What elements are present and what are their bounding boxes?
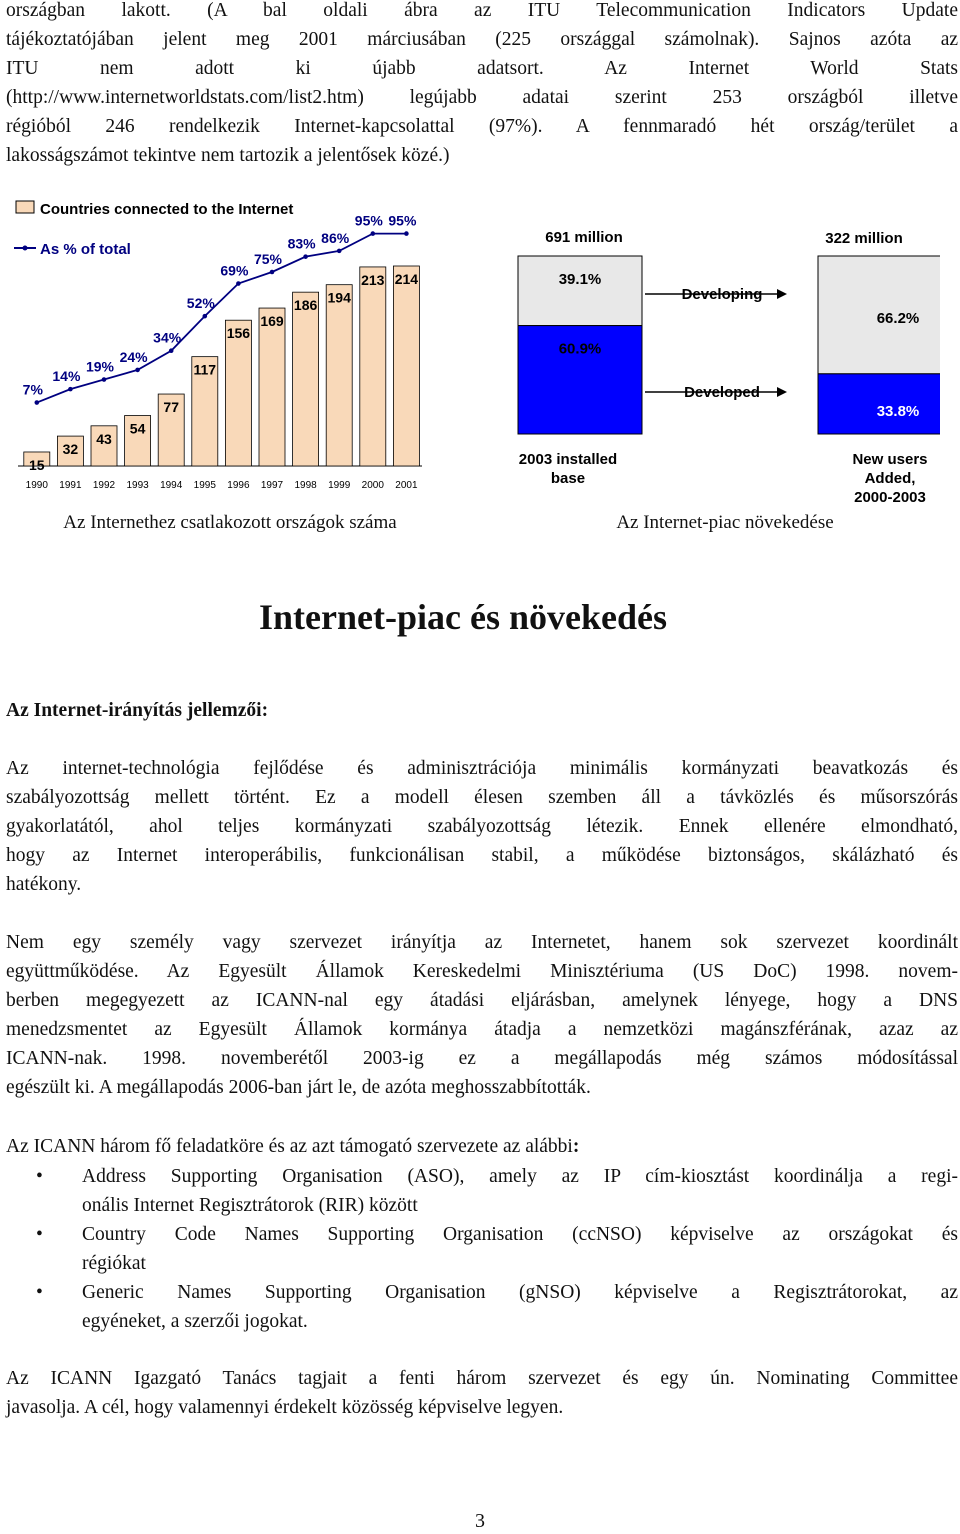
- percent-point: [203, 314, 208, 319]
- bar-1996: [225, 320, 251, 466]
- bar-1998: [293, 292, 319, 466]
- percent-point: [337, 249, 342, 254]
- countries-connected-chart: [10, 196, 430, 496]
- developed-value-label: 60.9%: [558, 340, 602, 358]
- left-chart-caption: Az Internethez csatlakozott országok száma: [63, 512, 397, 533]
- bar-2001: [393, 266, 419, 466]
- bar-value-label: 213: [361, 271, 385, 288]
- percent-label: 7%: [22, 381, 43, 398]
- percent-label: 19%: [85, 358, 115, 375]
- percent-point: [135, 368, 140, 373]
- p2-line-1: Nem egy személy vagy szervezet irányítja az Internetet, hanem sok szervezet koordinált: [6, 932, 958, 953]
- bullet-2-line-1: • Country Code Names Supporting Organisation (ccNSO) képviselve az országokat és: [82, 1224, 958, 1245]
- section-heading: Internet-piac és növekedés: [259, 597, 667, 637]
- percent-label: 14%: [52, 368, 81, 385]
- percent-label: 24%: [119, 348, 148, 365]
- category-label: 2003 installed: [518, 451, 618, 468]
- total-label-new-users: 322 million: [825, 230, 903, 247]
- percent-point: [270, 270, 275, 275]
- series-label: Developing: [681, 286, 763, 303]
- bar-value-label: 194: [327, 289, 351, 306]
- bullet-1-line-1: • Address Supporting Organisation (ASO), amely az IP cím-kiosztást koordinálja a regi-: [82, 1166, 958, 1187]
- x-tick-label: 2001: [395, 480, 418, 491]
- p2-line-2: együttműködése. Az Egyesült Államok Kereskedelmi Minisztériuma (US DoC) 1998. novem-: [6, 961, 958, 982]
- percent-label: 75%: [253, 251, 283, 267]
- x-tick-label: 1996: [227, 480, 250, 491]
- paragraph-2: [6, 928, 958, 1102]
- intro-line-2: tájékoztatójában jelent meg 2001 márciusában (225 országgal számolnak). Sajnos azóta az: [6, 29, 958, 50]
- bar-2000: [360, 267, 386, 466]
- p1-line-3: gyakorlatától, ahol teljes kormányzati szabályozottság létezik. Ennek ellenére elmondható,: [6, 816, 958, 837]
- percent-label: 95%: [354, 212, 383, 229]
- paragraph-1: [6, 754, 958, 899]
- p1-line-4: hogy az Internet interoperábilis, funkcionálisan stabil, a működése biztonságos, skálázható és: [6, 845, 958, 866]
- list-item: [6, 1278, 958, 1336]
- category-label: Added,: [864, 470, 916, 487]
- intro-line-4: (http://www.internetworldstats.com/list2.htm) legújabb adatai szerint 253 országból illetve: [6, 87, 958, 108]
- p3-colon: :: [572, 1136, 580, 1157]
- chart-title: Countries connected to the Internet: [40, 201, 294, 218]
- list-item: [6, 1162, 958, 1220]
- percent-point: [102, 377, 107, 382]
- bar-legend-swatch: [16, 201, 34, 213]
- p4-line-1: Az ICANN Igazgató Tanács tagjait a fenti három szervezet és egy ún. Nominating Committee: [6, 1368, 958, 1389]
- p1-line-5: hatékony.: [6, 874, 82, 895]
- bar-value-label: 186: [293, 297, 318, 314]
- intro-line-3: ITU nem adott ki újabb adatsort. Az Internet World Stats: [6, 58, 958, 79]
- x-tick-label: 1992: [92, 480, 116, 491]
- x-tick-label: 1997: [260, 480, 284, 491]
- percent-label: 34%: [153, 329, 182, 346]
- bullet-3-line-1: • Generic Names Supporting Organisation (gNSO) képviselve a Regisztrátorokat, az: [82, 1282, 958, 1303]
- total-label-installed: 691 million: [545, 229, 623, 246]
- bar-value-label: 156: [226, 325, 251, 342]
- percent-label: 69%: [220, 262, 249, 279]
- internet-market-growth-chart: [500, 220, 940, 520]
- line-legend-marker: [23, 246, 28, 251]
- bar-value-label: 32: [62, 441, 79, 458]
- bullet-2-line-2: régiókat: [82, 1253, 146, 1274]
- category-label: New users: [852, 451, 928, 468]
- page-number: 3: [475, 1510, 485, 1532]
- x-tick-label: 1990: [25, 480, 48, 491]
- x-tick-label: 1991: [59, 480, 82, 491]
- p2-line-4: menedzsmentet az Egyesült Államok kormánya átadja a nemzetközi magánszférának, azaz az: [6, 1019, 958, 1040]
- developed-value-label: 33.8%: [876, 402, 920, 420]
- percent-label: 52%: [186, 295, 215, 312]
- category-label: 2000-2003: [854, 489, 926, 506]
- x-tick-label: 1998: [294, 480, 317, 491]
- series-label: Developed: [684, 384, 760, 401]
- list-item: [6, 1220, 958, 1278]
- paragraph-3-intro: [6, 1132, 958, 1161]
- bar-value-label: 117: [193, 361, 217, 378]
- developing-segment: [518, 256, 642, 326]
- category-label: base: [550, 470, 586, 487]
- p2-line-6: egészült ki. A megállapodás 2006-ban járt le, de azóta meghosszabbították.: [6, 1077, 591, 1098]
- percent-point: [236, 281, 241, 286]
- x-tick-label: 1993: [126, 480, 149, 491]
- percent-point: [404, 231, 409, 236]
- p4-line-2: javasolja. A cél, hogy valamennyi érdekelt közösség képviselve legyen.: [6, 1397, 564, 1418]
- arrow-head-icon: [777, 387, 787, 397]
- bar-value-label: 15: [29, 456, 45, 473]
- paragraph-4: [6, 1364, 958, 1422]
- subheading: Az Internet-irányítás jellemzői:: [6, 700, 269, 721]
- x-tick-label: 1999: [328, 480, 351, 491]
- bar-value-label: 43: [96, 430, 112, 447]
- right-chart-caption: Az Internet-piac növekedése: [616, 512, 834, 533]
- x-tick-label: 1995: [193, 480, 216, 491]
- x-tick-label: 2000: [361, 480, 384, 491]
- p1-line-2: szabályozottság mellett történt. Ez a modell élesen szemben áll a távközlés és műsorszórás: [6, 787, 958, 808]
- developing-value-label: 66.2%: [876, 309, 920, 327]
- bullet-1-line-2: onális Internet Regisztrátorok (RIR) között: [82, 1195, 418, 1216]
- percent-label: 83%: [287, 235, 316, 252]
- bar-value-label: 77: [163, 399, 179, 416]
- bar-1999: [326, 285, 352, 466]
- p1-line-1: Az internet-technológia fejlődése és adminisztrációja minimális kormányzati beavatkozás és: [6, 758, 958, 779]
- line-legend-label: As % of total: [40, 241, 131, 258]
- intro-line-6: lakosságszámot tekintve nem tartozik a jelentősek közé.): [6, 145, 450, 166]
- percent-point: [371, 231, 376, 236]
- intro-line-1: országban lakott. (A bal oldali ábra az ITU Telecommunication Indicators Update: [6, 0, 958, 21]
- x-tick-label: 1994: [160, 480, 183, 491]
- arrow-head-icon: [777, 289, 787, 299]
- bar-1997: [259, 308, 285, 466]
- bar-value-label: 214: [394, 271, 419, 287]
- intro-paragraph: [6, 0, 958, 170]
- developing-value-label: 39.1%: [558, 271, 602, 288]
- bullet-3-line-2: egyéneket, a szerzői jogokat.: [82, 1311, 308, 1332]
- percent-point: [35, 400, 40, 405]
- p3-intro-text: Az ICANN három fő feladatköre és az azt támogató szervezete az alábbi: [6, 1136, 573, 1157]
- percent-label: 86%: [321, 229, 350, 246]
- percent-point: [303, 254, 308, 259]
- p2-line-5: ICANN-nak. 1998. novemberétől 2003-ig ez a megállapodás még számos módosítással: [6, 1048, 958, 1069]
- intro-line-5: régióból 246 rendelkezik Internet-kapcsolattal (97%). A fennmaradó hét ország/terület a: [6, 116, 958, 137]
- bar-value-label: 169: [260, 313, 284, 330]
- percent-label: 95%: [388, 212, 417, 229]
- p2-line-3: berben megegyezett az ICANN-nal egy átadási eljárásban, amelynek lényege, hogy a DNS: [6, 990, 958, 1011]
- percent-point: [169, 348, 174, 353]
- percent-point: [68, 387, 73, 392]
- bar-value-label: 54: [129, 420, 146, 437]
- icann-functions-list: [6, 1162, 958, 1336]
